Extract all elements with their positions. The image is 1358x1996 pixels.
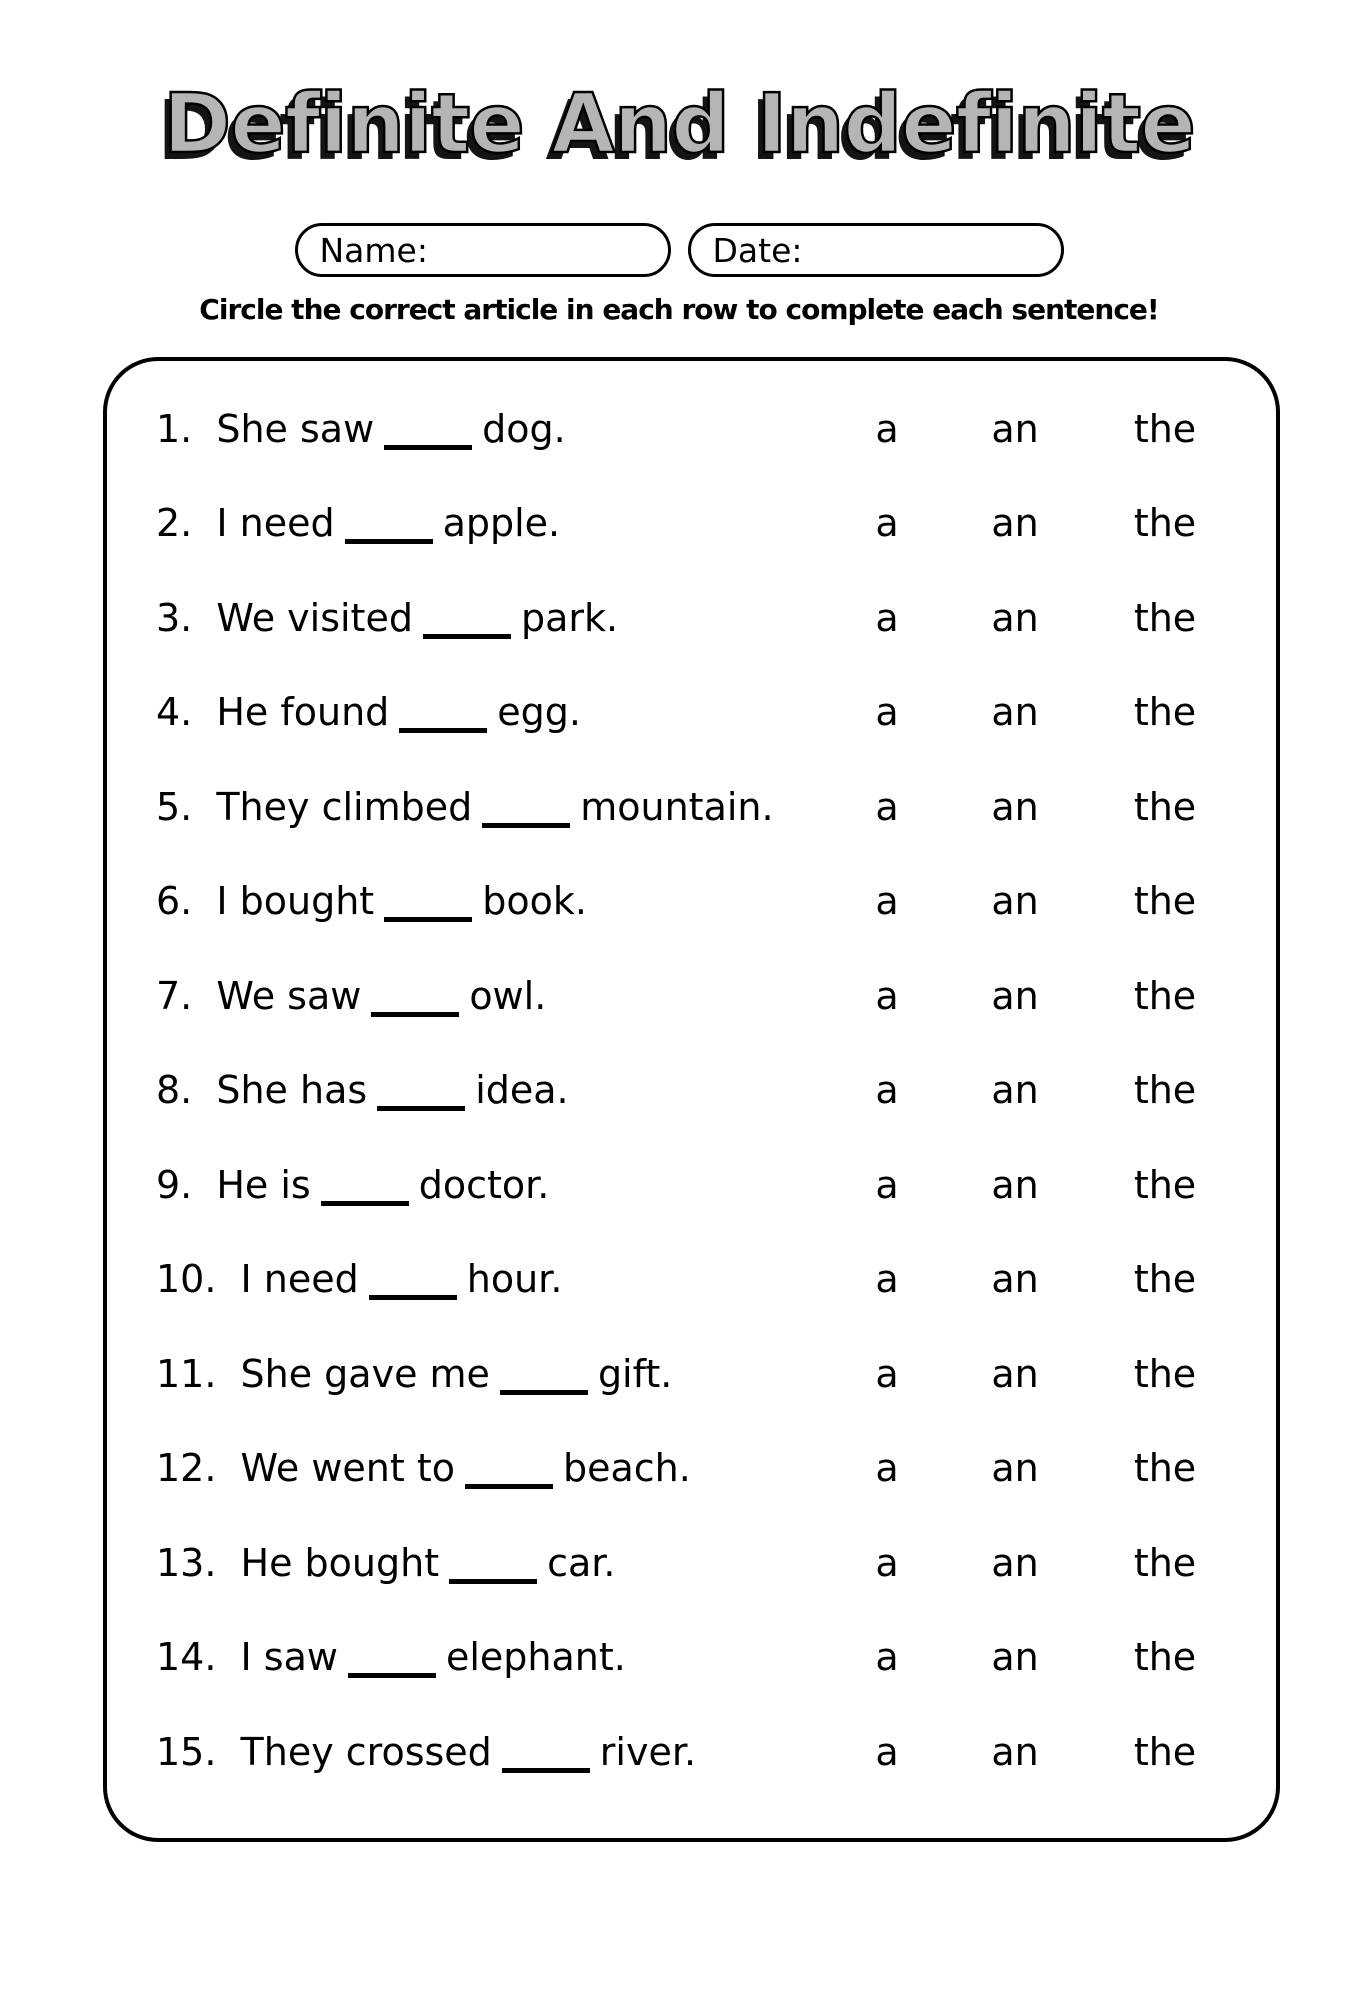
article-option-an[interactable]: an xyxy=(991,1446,1039,1491)
date-field[interactable] xyxy=(688,223,1064,277)
article-option-the[interactable]: the xyxy=(1133,595,1197,640)
question-text-before: I saw xyxy=(228,1635,338,1680)
article-option-the[interactable]: the xyxy=(1133,879,1197,924)
article-option-the[interactable]: the xyxy=(1133,1446,1197,1491)
article-option-a[interactable]: a xyxy=(875,1446,899,1491)
answer-blank xyxy=(423,634,511,639)
date-label: Date: xyxy=(712,230,803,270)
article-option-an[interactable]: an xyxy=(991,1540,1039,1585)
worksheet-title: Definite And Indefinite xyxy=(163,77,1195,172)
question-number: 14. xyxy=(156,1635,217,1680)
question-text-after: gift. xyxy=(597,1351,673,1396)
question-number: 8. xyxy=(156,1068,193,1113)
question-text-before: He bought xyxy=(228,1540,440,1585)
question-number: 9. xyxy=(156,1162,193,1207)
question-row xyxy=(156,665,1252,760)
question-sentence xyxy=(156,1068,822,1112)
question-row xyxy=(156,1610,1252,1705)
date-input[interactable] xyxy=(803,226,1047,274)
question-row xyxy=(156,1704,1252,1799)
article-option-the[interactable]: the xyxy=(1133,1162,1197,1207)
question-text-before: He found xyxy=(204,690,390,735)
question-text-before: I need xyxy=(228,1257,359,1302)
article-option-a[interactable]: a xyxy=(875,406,899,451)
question-sentence xyxy=(156,1730,822,1774)
question-text-after: book. xyxy=(482,879,587,924)
question-text-after: apple. xyxy=(442,501,561,546)
question-row xyxy=(156,381,1252,476)
question-text-after: park. xyxy=(520,595,619,640)
answer-blank xyxy=(345,539,433,544)
question-sentence xyxy=(156,879,822,923)
article-option-the[interactable]: the xyxy=(1133,1257,1197,1302)
question-text-before: They crossed xyxy=(228,1729,492,1774)
article-option-a[interactable]: a xyxy=(875,1257,899,1302)
article-option-an[interactable]: an xyxy=(991,1351,1039,1396)
question-text-after: hour. xyxy=(466,1257,563,1302)
article-option-the[interactable]: the xyxy=(1133,1540,1197,1585)
name-label: Name: xyxy=(319,230,428,270)
answer-blank xyxy=(369,1295,457,1300)
answer-blank xyxy=(449,1579,537,1584)
question-text-before: We visited xyxy=(204,595,413,640)
question-text-after: elephant. xyxy=(445,1635,626,1680)
question-text-after: idea. xyxy=(475,1068,569,1113)
question-row xyxy=(156,476,1252,571)
question-text-before: She gave me xyxy=(228,1351,490,1396)
question-row xyxy=(156,1421,1252,1516)
question-number: 5. xyxy=(156,784,193,829)
question-row xyxy=(156,1232,1252,1327)
question-row xyxy=(156,570,1252,665)
question-number: 6. xyxy=(156,879,193,924)
question-number: 3. xyxy=(156,595,193,640)
article-option-an[interactable]: an xyxy=(991,879,1039,924)
article-option-the[interactable]: the xyxy=(1133,1729,1197,1774)
article-option-an[interactable]: an xyxy=(991,690,1039,735)
instructions-text: Circle the correct article in each row to complete each sentence! xyxy=(199,293,1159,327)
question-text-after: dog. xyxy=(482,406,566,451)
article-option-an[interactable]: an xyxy=(991,1068,1039,1113)
article-option-a[interactable]: a xyxy=(875,1162,899,1207)
article-option-a[interactable]: a xyxy=(875,1068,899,1113)
article-option-the[interactable]: the xyxy=(1133,1068,1197,1113)
question-text-before: She has xyxy=(204,1068,368,1113)
answer-blank xyxy=(384,917,472,922)
question-row xyxy=(156,948,1252,1043)
question-row xyxy=(156,1515,1252,1610)
question-sentence xyxy=(156,1352,822,1396)
answer-blank xyxy=(482,823,570,828)
article-option-a[interactable]: a xyxy=(875,973,899,1018)
article-option-a[interactable]: a xyxy=(875,1351,899,1396)
article-option-an[interactable]: an xyxy=(991,1257,1039,1302)
article-option-an[interactable]: an xyxy=(991,501,1039,546)
question-row xyxy=(156,1326,1252,1421)
article-option-an[interactable]: an xyxy=(991,1635,1039,1680)
question-text-after: mountain. xyxy=(580,784,774,829)
question-number: 13. xyxy=(156,1540,217,1585)
question-text-before: I bought xyxy=(204,879,375,924)
answer-blank xyxy=(321,1201,409,1206)
question-sentence xyxy=(156,501,822,545)
question-row xyxy=(156,854,1252,949)
answer-blank xyxy=(384,445,472,450)
article-option-an[interactable]: an xyxy=(991,973,1039,1018)
question-row xyxy=(156,1043,1252,1138)
question-sentence xyxy=(156,1541,822,1585)
article-option-a[interactable]: a xyxy=(875,690,899,735)
article-option-the[interactable]: the xyxy=(1133,784,1197,829)
worksheet-page xyxy=(0,76,1358,1996)
question-sentence xyxy=(156,1635,822,1679)
article-option-an[interactable]: an xyxy=(991,1729,1039,1774)
answer-blank xyxy=(465,1484,553,1489)
question-number: 7. xyxy=(156,973,193,1018)
answer-blank xyxy=(399,728,487,733)
answer-blank xyxy=(348,1673,436,1678)
article-option-an[interactable]: an xyxy=(991,406,1039,451)
question-sentence xyxy=(156,974,822,1018)
question-sentence xyxy=(156,1257,822,1301)
question-text-before: I need xyxy=(204,501,335,546)
article-option-a[interactable]: a xyxy=(875,784,899,829)
answer-blank xyxy=(371,1012,459,1017)
answer-blank xyxy=(502,1768,590,1773)
article-option-the[interactable]: the xyxy=(1133,1635,1197,1680)
answer-blank xyxy=(377,1106,465,1111)
question-number: 12. xyxy=(156,1446,217,1491)
question-sentence xyxy=(156,407,822,451)
name-input[interactable] xyxy=(428,226,654,274)
question-number: 15. xyxy=(156,1729,217,1774)
questions-box xyxy=(103,357,1280,1842)
question-number: 2. xyxy=(156,501,193,546)
article-option-an[interactable]: an xyxy=(991,1162,1039,1207)
article-option-the[interactable]: the xyxy=(1133,501,1197,546)
question-row xyxy=(156,1137,1252,1232)
article-option-an[interactable]: an xyxy=(991,784,1039,829)
question-text-before: We went to xyxy=(228,1446,455,1491)
question-text-before: She saw xyxy=(204,406,375,451)
question-sentence xyxy=(156,1446,822,1490)
question-text-after: doctor. xyxy=(418,1162,550,1207)
question-text-before: He is xyxy=(204,1162,311,1207)
article-option-the[interactable]: the xyxy=(1133,406,1197,451)
name-field[interactable] xyxy=(295,223,671,277)
question-row xyxy=(156,759,1252,854)
question-text-after: car. xyxy=(547,1540,616,1585)
question-text-before: We saw xyxy=(204,973,362,1018)
question-sentence xyxy=(156,690,822,734)
question-number: 11. xyxy=(156,1351,217,1396)
question-number: 4. xyxy=(156,690,193,735)
question-text-after: egg. xyxy=(497,690,581,735)
article-option-the[interactable]: the xyxy=(1133,973,1197,1018)
question-sentence xyxy=(156,1163,822,1207)
article-option-a[interactable]: a xyxy=(875,1540,899,1585)
article-option-a[interactable]: a xyxy=(875,1729,899,1774)
answer-blank xyxy=(500,1390,588,1395)
question-sentence xyxy=(156,596,822,640)
question-text-after: owl. xyxy=(469,973,547,1018)
question-text-after: beach. xyxy=(563,1446,691,1491)
question-text-after: river. xyxy=(599,1729,697,1774)
article-option-the[interactable]: the xyxy=(1133,1351,1197,1396)
question-number: 1. xyxy=(156,406,193,451)
question-text-before: They climbed xyxy=(204,784,473,829)
article-option-the[interactable]: the xyxy=(1133,690,1197,735)
article-option-a[interactable]: a xyxy=(875,1635,899,1680)
article-option-a[interactable]: a xyxy=(875,879,899,924)
header-fields xyxy=(0,223,1358,277)
question-sentence xyxy=(156,785,822,829)
article-option-a[interactable]: a xyxy=(875,501,899,546)
article-option-a[interactable]: a xyxy=(875,595,899,640)
question-number: 10. xyxy=(156,1257,217,1302)
article-option-an[interactable]: an xyxy=(991,595,1039,640)
